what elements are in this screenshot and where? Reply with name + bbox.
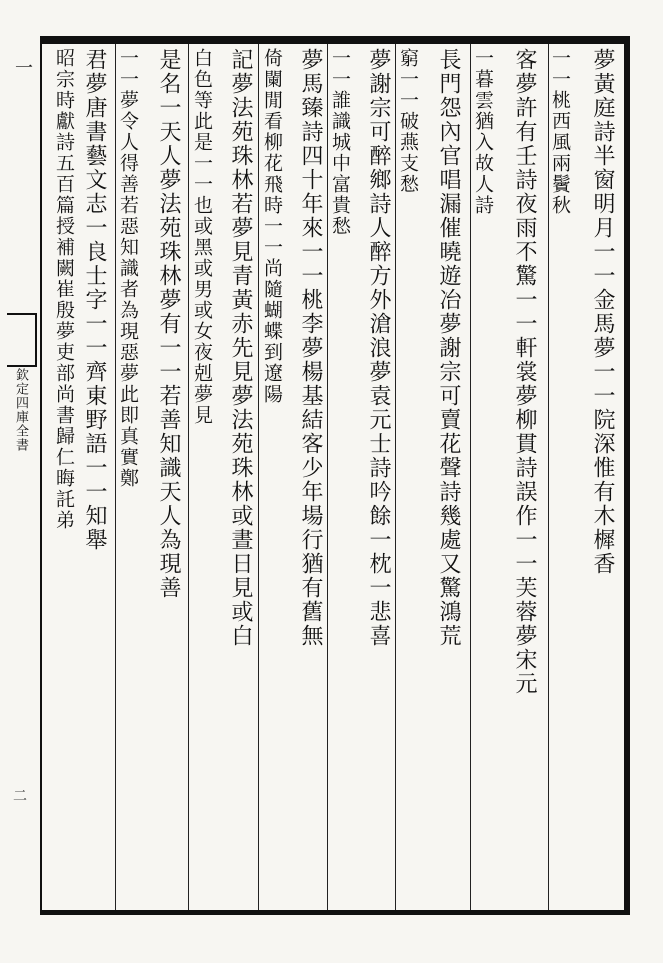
margin-top-glyph: 一: [12, 58, 33, 76]
frame-bottom-border: [40, 910, 630, 915]
edition-title: 欽定四庫全書: [13, 368, 28, 452]
text-column-5: 長門怨內官唱漏催曉遊冶夢謝宗可賣花聲詩幾處又驚鴻荒: [436, 48, 461, 648]
text-column-14: 一一夢令人得善若惡知識者為現惡夢此即真實鄭: [117, 48, 139, 489]
fishtail-mark: [7, 313, 37, 367]
text-column-2: 一一桃西風兩鬢秋: [549, 48, 571, 216]
text-column-3: 客夢許有壬詩夜雨不驚一一軒裳夢柳貫詩誤作一一芙蓉夢宋元: [512, 48, 537, 696]
text-column-8: 一一誰識城中富貴愁: [329, 48, 351, 237]
text-column-9: 夢馬臻詩四十年來一一桃李夢楊基結客少年場行猶有舊無: [298, 48, 323, 648]
page-number: 二: [11, 788, 27, 802]
text-column-15: 君夢唐書藝文志一良士字一一齊東野語一一知舉: [82, 48, 107, 552]
text-column-13: 是名一天人夢法苑珠林夢有一一若善知識天人為現善: [156, 48, 181, 600]
page-margin: [3, 48, 37, 908]
text-column-1: 夢黃庭詩半窗明月一一金馬夢一一院深惟有木樨香: [590, 48, 615, 576]
frame-top-border: [40, 36, 630, 44]
text-column-11: 記夢法苑珠林若夢見青黃赤先見夢法苑珠林或晝日見或白: [228, 48, 253, 648]
paper-specks: [40, 920, 630, 940]
text-column-6: 窮一一破燕支愁: [397, 48, 419, 195]
text-column-10: 倚闌閒看柳花飛時一一尚隨蝴蝶到遼陽: [261, 48, 283, 405]
text-column-16: 昭宗時獻詩五百篇授補闕崔殷夢吏部尚書歸仁晦託弟: [53, 48, 75, 531]
text-column-7: 夢謝宗可醉鄉詩人醉方外滄浪夢袁元士詩吟餘一枕一悲喜: [366, 48, 391, 648]
text-column-4: 一暮雲猶入故人詩: [472, 48, 494, 216]
text-column-12: 白色等此是一一也或黑或男或女夜剋夢見: [191, 48, 213, 426]
